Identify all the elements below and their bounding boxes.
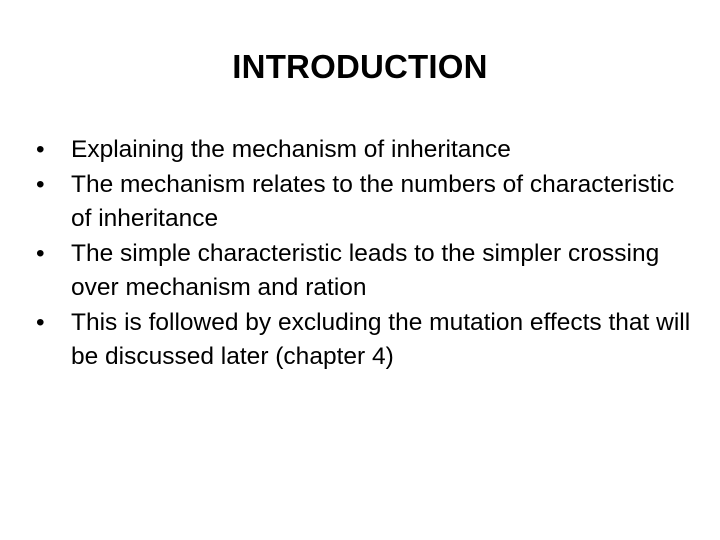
bullet-text: The mechanism relates to the numbers of characteristic of inheritance: [71, 170, 675, 232]
slide-title: INTRODUCTION: [232, 48, 488, 85]
bullet-icon: •: [36, 136, 45, 163]
bullet-text: Explaining the mechanism of inheritance: [71, 136, 511, 163]
bullet-icon: •: [36, 239, 45, 267]
bullet-text: The simple characteristic leads to the simpler crossing over mechanism and ration: [71, 239, 660, 301]
bullet-text: This is followed by excluding the mutation effects that will be discussed later (chapter 4): [71, 308, 691, 370]
bullet-icon: •: [36, 170, 45, 198]
bullet-icon: •: [36, 308, 45, 336]
bullet-item: [36, 168, 696, 237]
bullet-item: [36, 133, 696, 168]
bullet-list: [36, 133, 696, 375]
bullet-item: [36, 237, 696, 306]
bullet-item: [36, 306, 696, 375]
